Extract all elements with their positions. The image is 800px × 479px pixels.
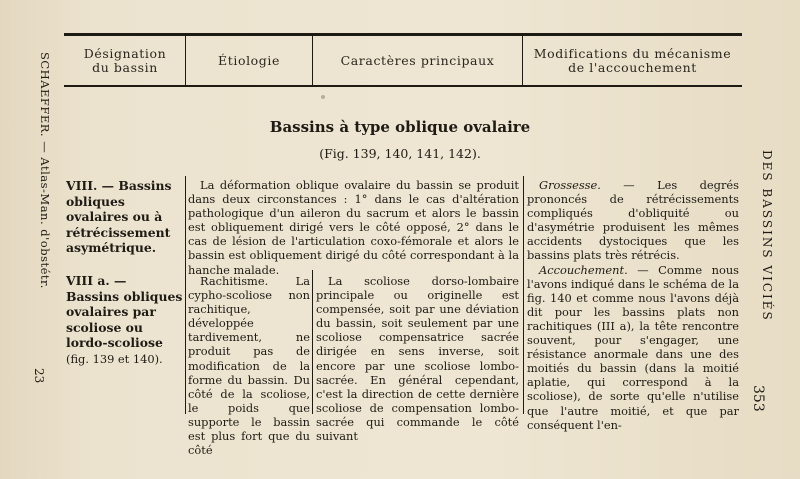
accouchement-block [527, 263, 739, 432]
etiology-main-paragraph [188, 178, 519, 277]
header-top-rule [64, 33, 742, 36]
grossesse-text: — Les degrés prononcés de rétrécissements compliqués d'obliquité ou d'asymétrie produisent les mêmes accidents dystociques que les bassins plats très rétrécis. [527, 178, 739, 263]
page-number-left: 23 [32, 368, 46, 384]
header-mechanism: Modifications du mécanisme de l'accouchement [533, 46, 732, 75]
body-divider-1 [185, 176, 186, 414]
accouchement-text: — Comme nous l'avons indiqué dans le schéma de la fig. 140 et comme nous l'avons déjà dit pour les bassins plats non rachitiques (III a), la tête rencontre souvent, pour s'engager, une résistance anormale dans une des moitiés du bassin (dans la moitié aplatie, qui correspond à la scoliose), de sorte qu'elle n'utilise que l'autre moitié, et que par conséquent l'en- [527, 262, 739, 432]
running-head-right: DES BASSINS VICIÉS [760, 150, 774, 322]
mechanism-paragraph [527, 178, 739, 432]
header-etiology: Étiologie [218, 53, 280, 68]
section-viii-number: VIII. — [66, 178, 115, 193]
accouchement-label: Accouchement. [539, 262, 628, 277]
section-title: Bassins à type oblique ovalaire [269, 118, 531, 136]
etiology-viiia-text: Rachitisme. La cypho-scoliose non rachitique, développée tardivement, ne produit pas de modification de la forme du bassin. Du côté de la scoliose, le poids que supporte le bassin est plus fort que du côté [188, 274, 310, 458]
etiology-viiia-paragraph [188, 274, 310, 457]
body-divider-2 [312, 270, 313, 414]
section-viiia-number: VIII a. — [66, 273, 127, 288]
header-characters: Caractères principaux [340, 53, 495, 68]
section-viii-name [66, 178, 183, 256]
running-head-left: SCHAEFFER. — Atlas-Man. d'obstétr. [38, 52, 52, 289]
section-viiia-label: Bassins obliques ovalaires par scoliose ou lordo-scoliose [66, 288, 183, 351]
header-bottom-rule [64, 85, 742, 87]
section-viiia-name [66, 273, 183, 368]
characters-viiia-paragraph [316, 274, 519, 443]
section-viii-label: Bassins obliques ovalaires ou à rétrécissement asymétrique. [66, 178, 172, 256]
section-figure-refs: (Fig. 139, 140, 141, 142). [319, 146, 481, 161]
grossesse-block [527, 178, 739, 263]
etiology-main-text: La déformation oblique ovalaire du bassin se produit dans deux circonstances : 1° dans le cas d'altération pathologique d'un aileron du sacrum et alors le bassin est obliquement dirigé vers le côté opposé, 2° dans le cas de lésion de l'articulation coxo-fémorale et alors le bassin est obliquement dirigé du côté correspondant à la hanche malade. [188, 178, 519, 277]
page-number-right: 353 [750, 385, 766, 412]
section-viiia-figref: (fig. 139 et 140). [66, 351, 163, 366]
paper-speck [321, 95, 325, 99]
grossesse-label: Grossesse. [539, 178, 601, 192]
body-divider-3 [523, 176, 524, 414]
header-designation: Désignation du bassin [83, 46, 167, 75]
characters-viiia-text: La scoliose dorso-lombaire principale ou originelle est compensée, soit par une déviation du bassin, soit seulement par une scoliose compensatrice sacrée dirigée en sens inverse, soit encore par une scoliose lombo-sacrée. En général cependant, c'est la direction de cette dernière scoliose de compensation lombo-sacrée qui commande le côté suivant [316, 274, 519, 444]
